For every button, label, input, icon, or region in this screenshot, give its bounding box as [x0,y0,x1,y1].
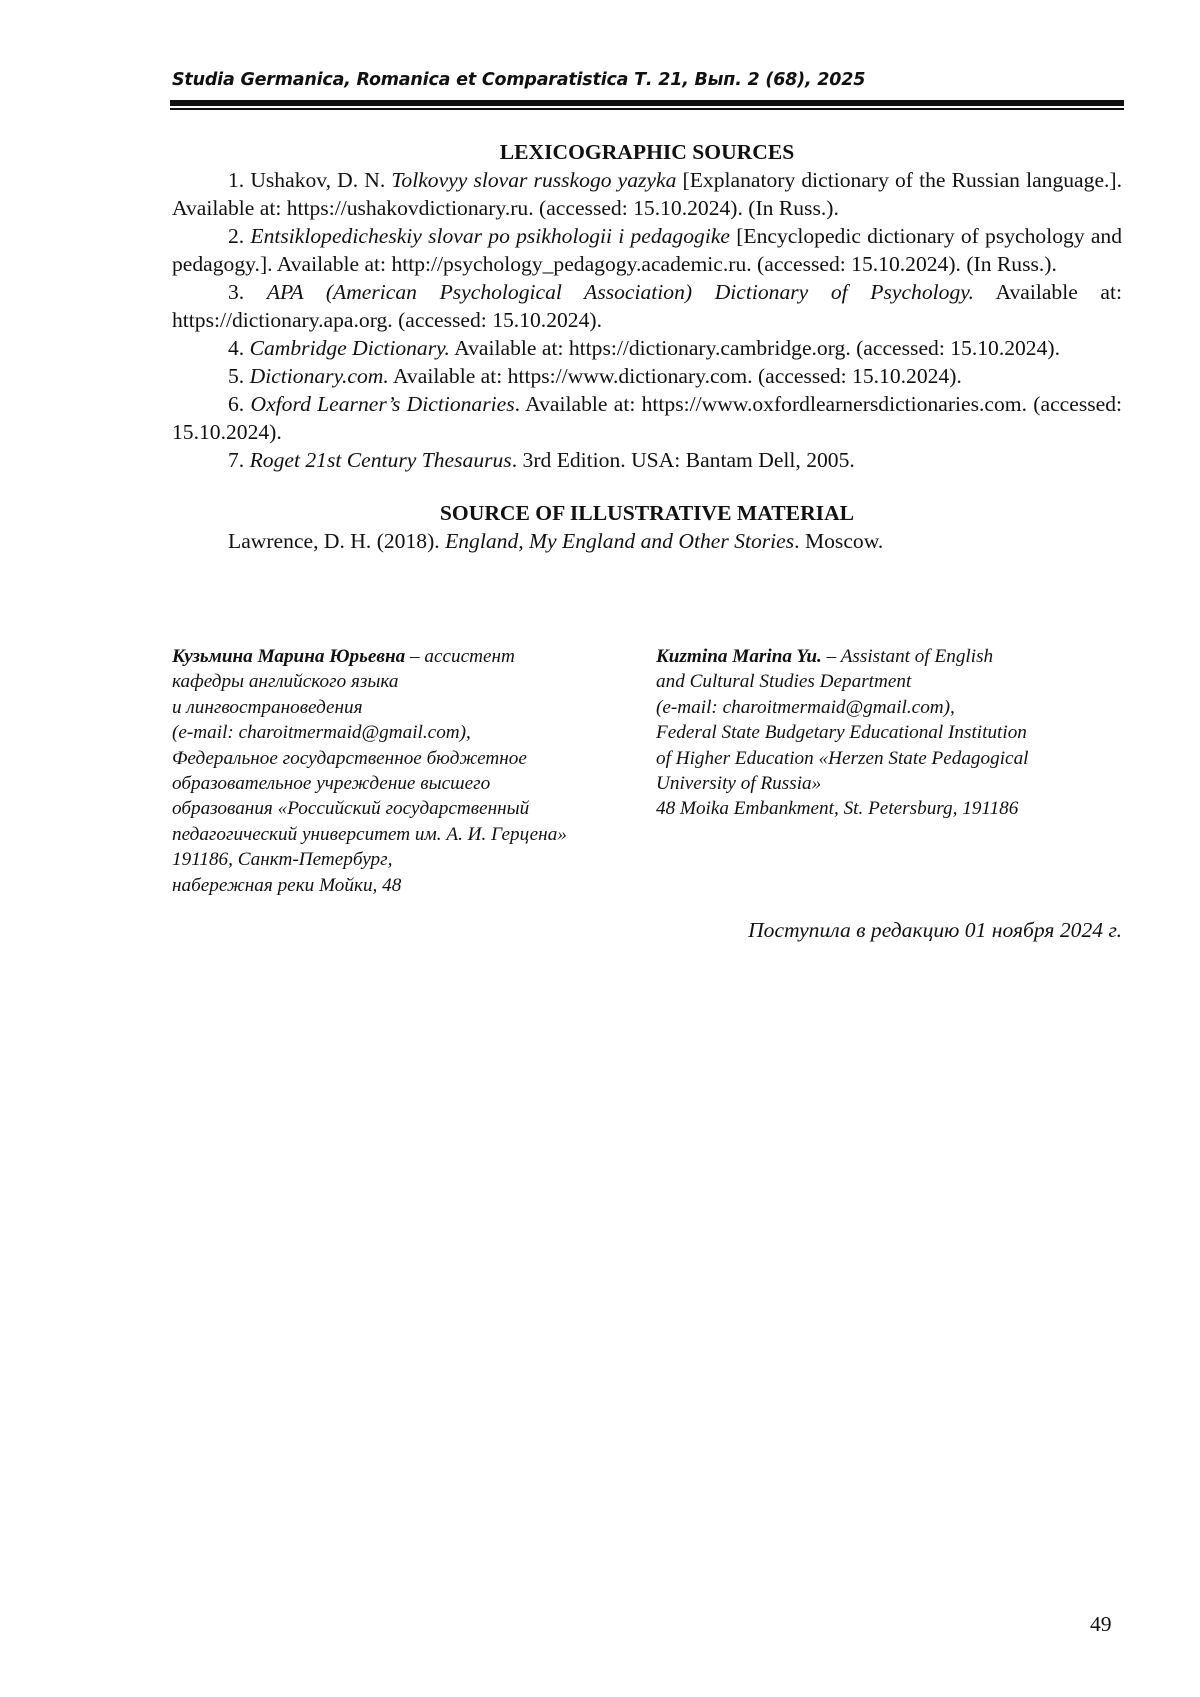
author-line: образования «Российский государственный [172,796,642,821]
author-line: образовательное учреждение высшего [172,771,642,796]
author-line: Кузьмина Марина Юрьевна – ассистент [172,644,642,669]
header-rule-thin [170,108,1124,110]
reference-item-1: 1. Ushakov, D. N. Tolkovyy slovar russkogo yazyka [Explanatory dictionary of the Russian language.]. Available at: https://ushakovdictionary.ru. (accessed: 15.10.2024). (In Russ.). [172,166,1122,222]
running-head: Studia Germanica, Romanica et Comparatistica Т. 21, Вып. 2 (68), 2025 [172,70,1122,90]
author-name-ru: Кузьмина Марина Юрьевна [172,646,405,667]
article-body [172,138,1122,555]
author-line: и лингвострановедения [172,695,642,720]
lexicographic-sources-title: LEXICOGRAPHIC SOURCES [172,138,1122,166]
reference-item-6: 6. Oxford Learner’s Dictionaries. Available at: https://www.oxfordlearnersdictionaries.com. (accessed: 15.10.2024). [172,390,1122,446]
illustrative-source: Lawrence, D. H. (2018). England, My England and Other Stories. Moscow. [172,527,1122,555]
reference-item-2: 2. Entsiklopedicheskiy slovar po psikhologii i pedagogike [Encyclopedic dictionary of psychology and pedagogy.]. Available at: http://psychology_pedagogy.academic.ru. (accessed: 15.10.2024). (In Russ.). [172,222,1122,278]
author-info-russian [172,644,642,898]
reference-title: Tolkovyy slovar russkogo yazyka [391,168,676,192]
journal-page [0,0,1200,1697]
author-line: of Higher Education «Herzen State Pedagogical [656,746,1132,771]
section-gap [172,474,1122,499]
reference-item-7: 7. Roget 21st Century Thesaurus. 3rd Edition. USA: Bantam Dell, 2005. [172,446,1122,474]
reference-title: Dictionary.com. [250,364,389,388]
author-line: 191186, Санкт-Петербург, [172,847,642,872]
author-line: and Cultural Studies Department [656,669,1132,694]
reference-title: Cambridge Dictionary. [250,336,450,360]
illustrative-material-title: SOURCE OF ILLUSTRATIVE MATERIAL [172,499,1122,527]
author-line: Федеральное государственное бюджетное [172,746,642,771]
header-rule-thick [170,100,1124,106]
reference-item-4: 4. Cambridge Dictionary. Available at: https://dictionary.cambridge.org. (accessed: 15.10.2024). [172,334,1122,362]
reference-title: Roget 21st Century Thesaurus [250,448,512,472]
reference-item-3: 3. APA (American Psychological Association) Dictionary of Psychology. Available at: https://dictionary.apa.org. (accessed: 15.10.2024). [172,278,1122,334]
author-line: Kuzmina Marina Yu. – Assistant of English [656,644,1132,669]
author-info-english [656,644,1132,822]
author-line: 48 Moika Embankment, St. Petersburg, 191186 [656,796,1132,821]
reference-item-5: 5. Dictionary.com. Available at: https://www.dictionary.com. (accessed: 15.10.2024). [172,362,1122,390]
author-line: Federal State Budgetary Educational Institution [656,720,1132,745]
reference-title: APA (American Psychological Association) Dictionary of Psychology. [267,280,974,304]
author-line: кафедры английского языка [172,669,642,694]
reference-title: Entsiklopedicheskiy slovar po psikhologii i pedagogike [250,224,730,248]
page-number: 49 [1090,1612,1112,1637]
author-email-line: (e-mail: charoitmermaid@gmail.com), [172,720,642,745]
received-date: Поступила в редакцию 01 ноября 2024 г. [748,918,1122,943]
author-line: педагогический университет им. А. И. Герцена» [172,822,642,847]
author-name-en: Kuzmina Marina Yu. [656,646,822,667]
source-title: England, My England and Other Stories [445,529,794,553]
reference-title: Oxford Learner’s Dictionaries [251,392,515,416]
author-email-line: (e-mail: charoitmermaid@gmail.com), [656,695,1132,720]
author-line: University of Russia» [656,771,1132,796]
author-line: набережная реки Мойки, 48 [172,873,642,898]
